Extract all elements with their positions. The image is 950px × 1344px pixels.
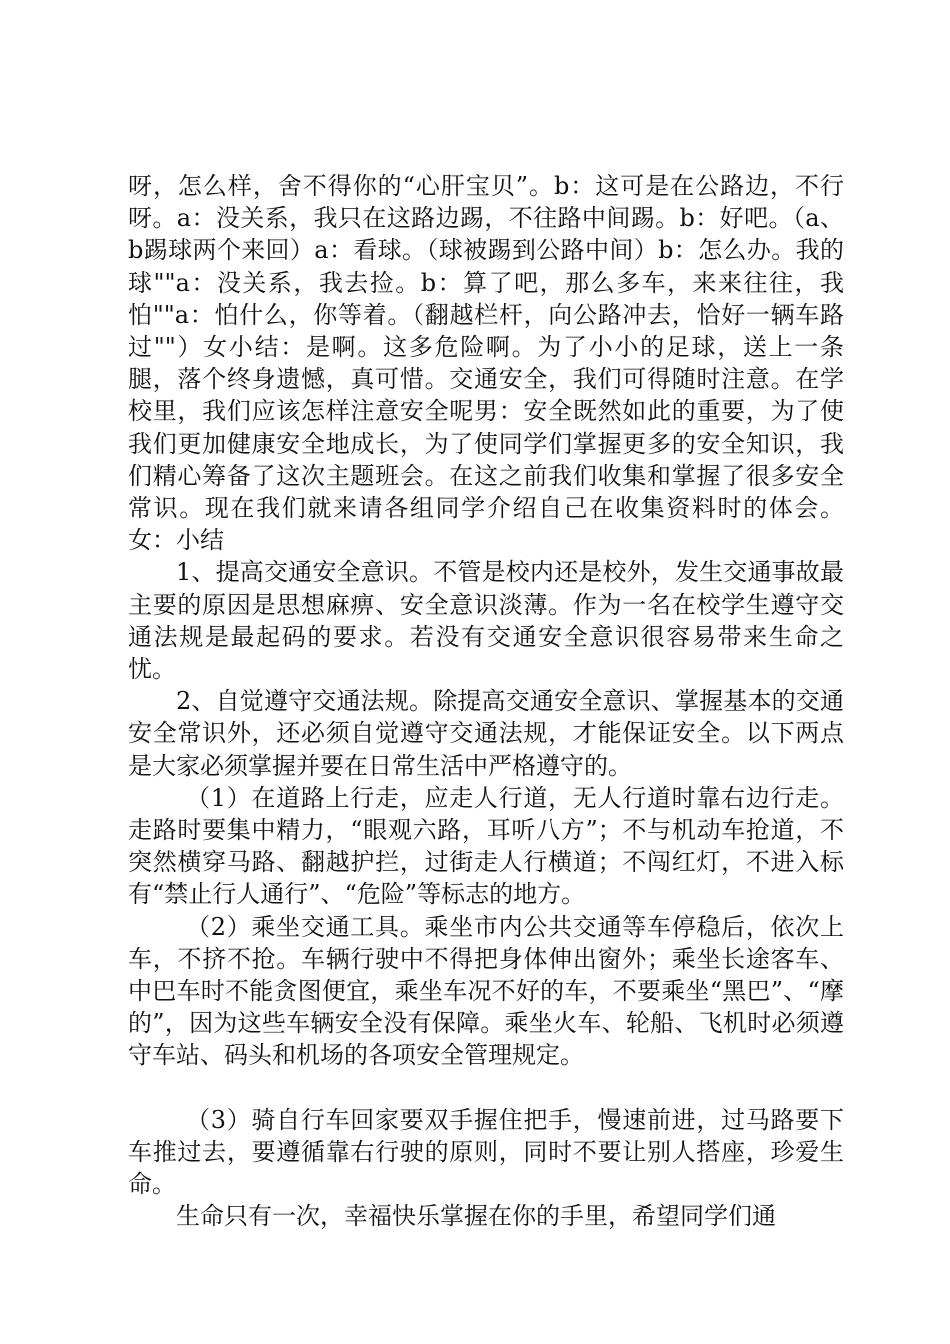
- paragraph-subpoint-3: （3）骑自行车回家要双手握住把手，慢速前进，过马路要下车推过去，要遵循靠右行驶的原则，同时不要让别人搭座，珍爱生命。: [128, 1105, 844, 1199]
- paragraph-subpoint-2: （2）乘坐交通工具。乘坐市内公共交通等车停稳后，依次上车，不挤不抢。车辆行驶中不得把身体伸出窗外；乘坐长途客车、中巴车时不能贪图便宜，乘坐车况不好的车，不要乘坐“黑巴”、“摩的”，因为这些车辆安全没有保障。乘坐火车、轮船、飞机时必须遵守车站、码头和机场的各项安全管理规定。: [128, 912, 844, 1070]
- paragraph-skit-dialogue: 呀，怎么样，舍不得你的“心肝宝贝”。b：这可是在公路边，不行呀。a：没关系，我只在这路边踢，不往路中间踢。b：好吧。（a、b踢球两个来回）a：看球。（球被踢到公路中间）b：怎么办。我的球""a：没关系，我去捡。b：算了吧，那么多车，来来往往，我怕""a：怕什么，你等着。（翻越栏杆，向公路冲去，恰好一辆车路过""）女小结：是啊。这多危险啊。为了小小的足球，送上一条腿，落个终身遗憾，真可惜。交通安全，我们可得随时注意。在学校里，我们应该怎样注意安全呢男：安全既然如此的重要，为了使我们更加健康安全地成长，为了使同学们掌握更多的安全知识，我们精心筹备了这次主题班会。在这之前我们收集和掌握了很多安全常识。现在我们就来请各组同学介绍自己在收集资料时的体会。女：小结: [128, 172, 844, 555]
- paragraph-subpoint-1: （1）在道路上行走，应走人行道，无人行道时靠右边行走。走路时要集中精力，“眼观六路，耳听八方”；不与机动车抢道，不突然横穿马路、翻越护拦，过街走人行横道；不闯红灯，不进入标有“禁止行人通行”、“危险”等标志的地方。: [128, 783, 844, 909]
- paragraph-closing: 生命只有一次，幸福快乐掌握在你的手里，希望同学们通: [176, 1202, 776, 1231]
- paragraph-point-2: 2、自觉遵守交通法规。除提高交通安全意识、掌握基本的交通安全常识外，还必须自觉遵守交通法规，才能保证安全。以下两点是大家必须掌握并要在日常生活中严格遵守的。: [128, 687, 844, 780]
- document-body: [128, 170, 844, 1233]
- paragraph-point-1: 1、提高交通安全意识。不管是校内还是校外，发生交通事故最主要的原因是思想麻痹、安全意识淡薄。作为一名在校学生遵守交通法规是最起码的要求。若没有交通安全意识很容易带来生命之忧。: [128, 558, 844, 684]
- paragraph-gap: [128, 1072, 844, 1104]
